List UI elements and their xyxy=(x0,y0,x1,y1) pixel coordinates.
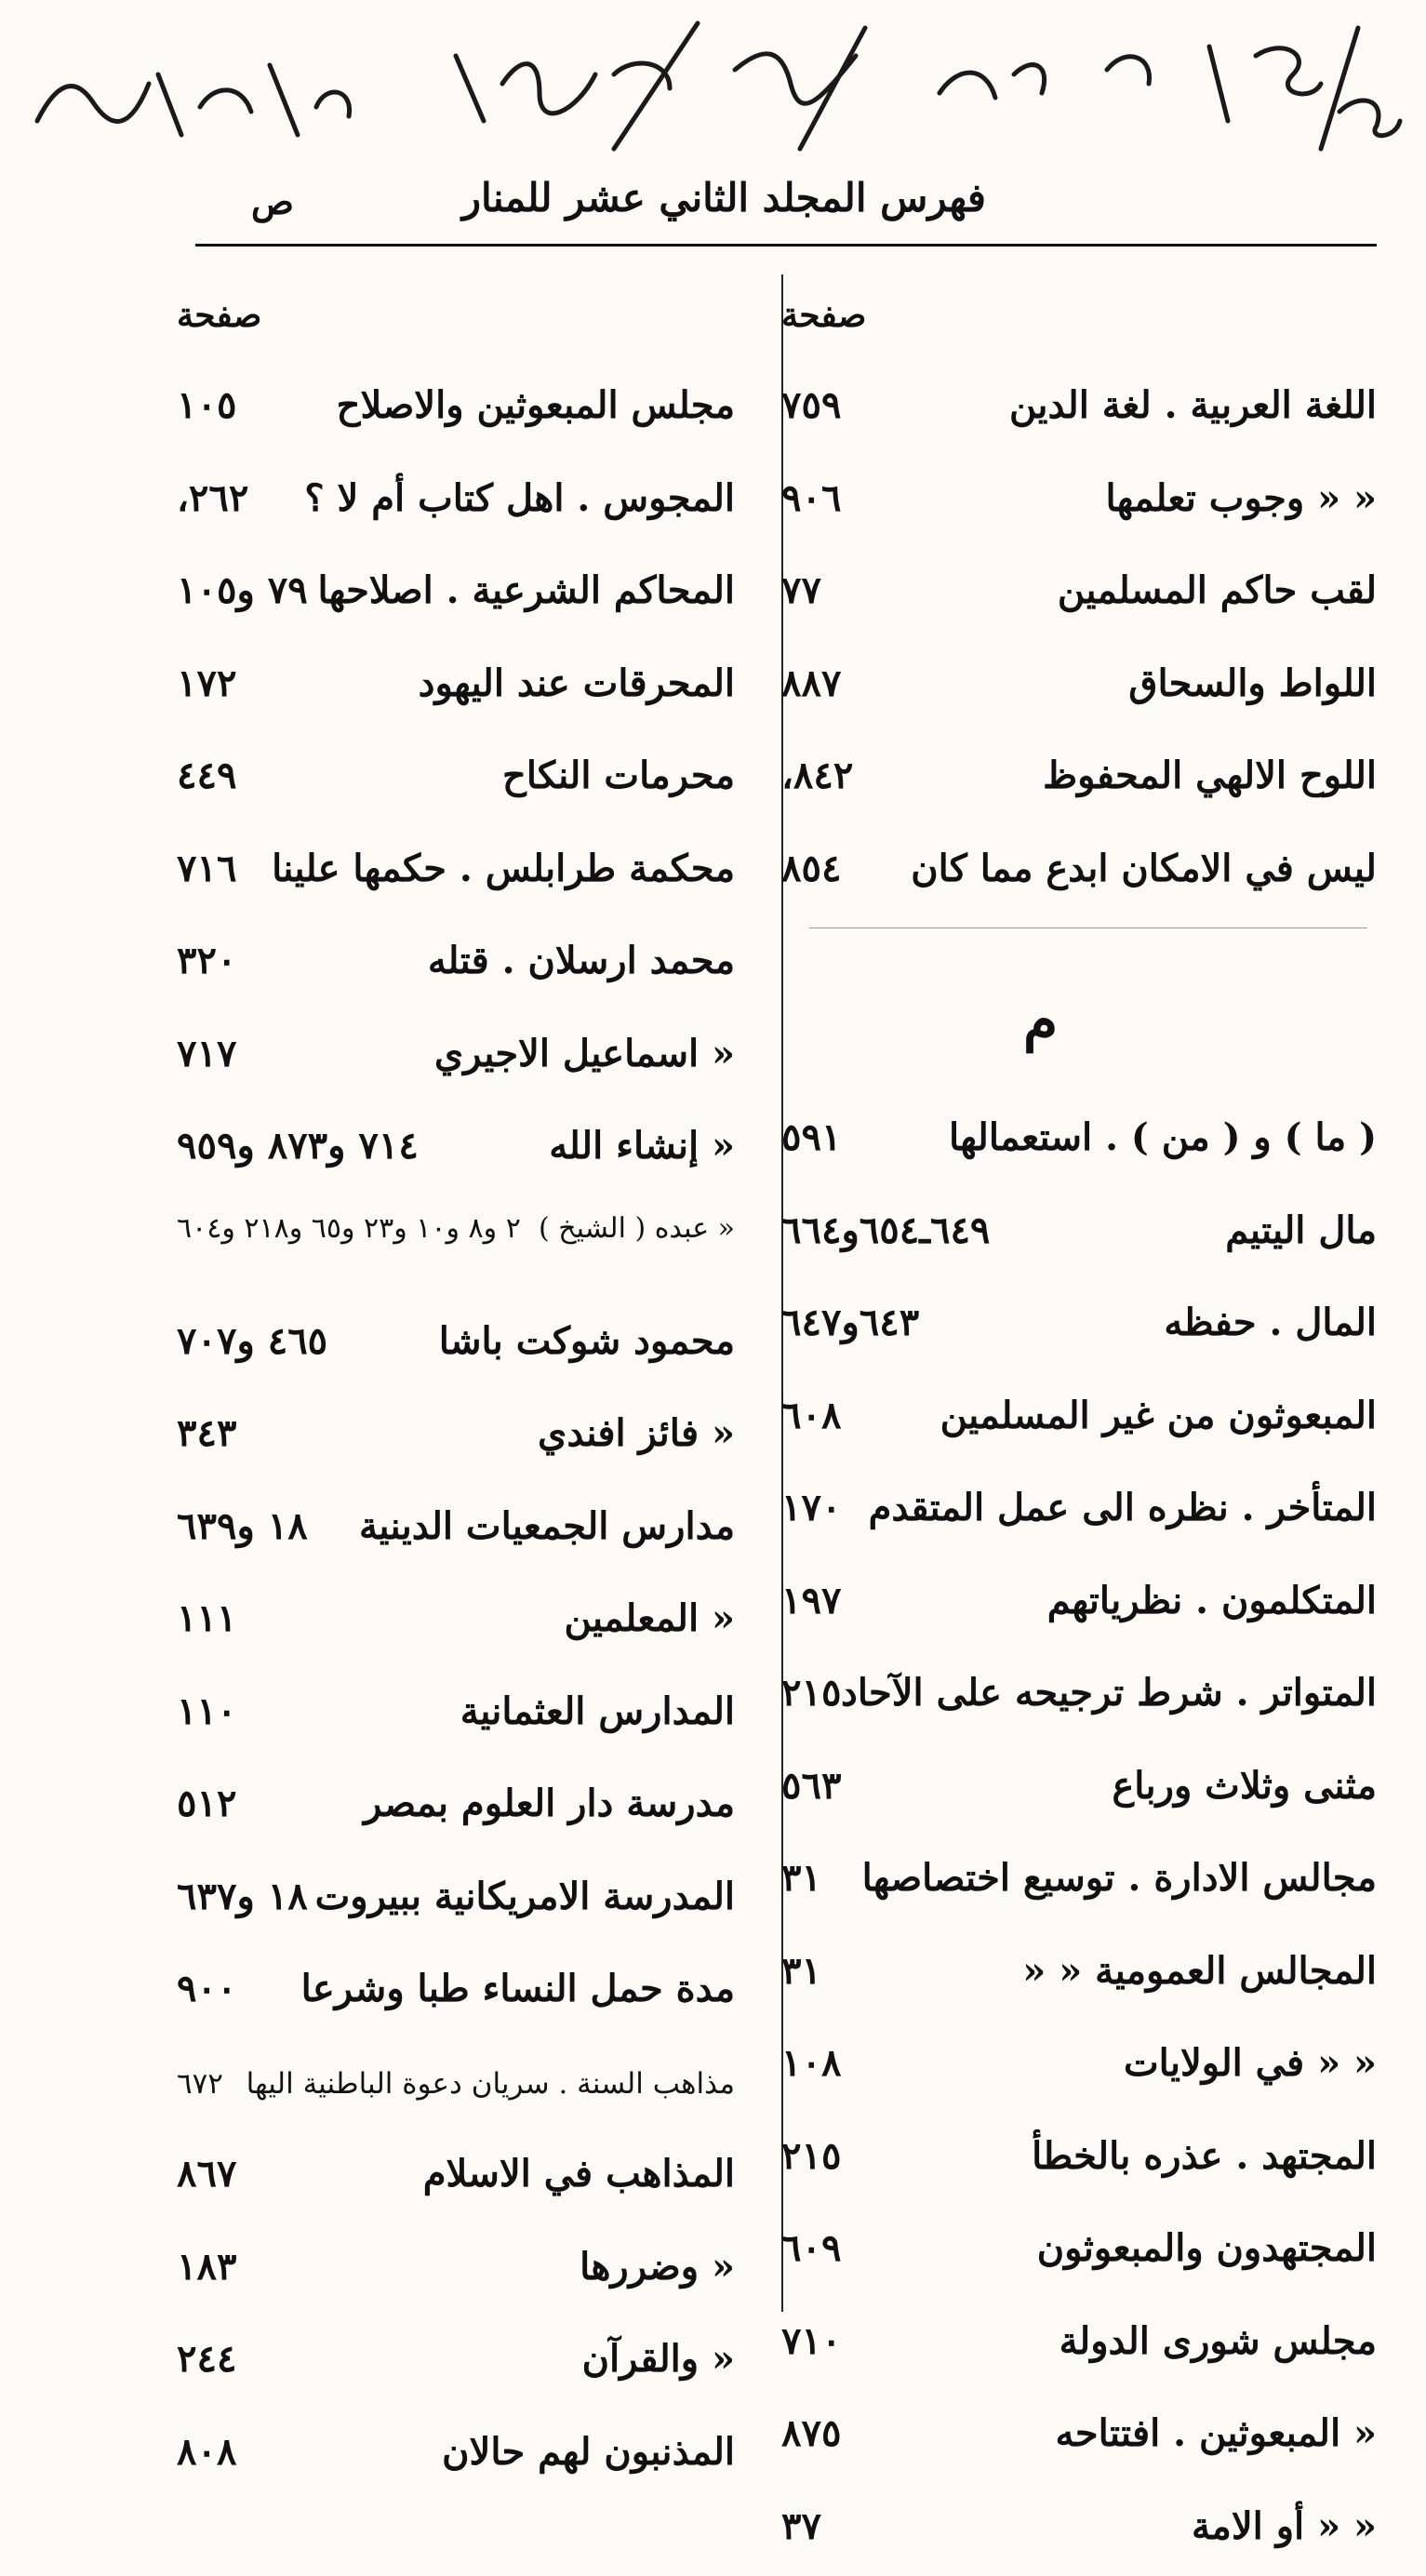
index-entry xyxy=(781,2484,1377,2576)
index-entry xyxy=(177,2131,735,2224)
index-entry xyxy=(177,1669,735,1762)
entry-topic: « عبده ( الشيخ ) xyxy=(539,1208,735,1250)
entry-topic: مجلس المبعوثين والاصلاح xyxy=(337,383,735,427)
entry-topic: المذاهب في الاسلام xyxy=(423,2152,735,2196)
index-entry xyxy=(781,548,1377,641)
section-letter-heading xyxy=(781,937,1377,1095)
page-letter: ص xyxy=(251,180,294,222)
entry-topic: مال اليتيم xyxy=(1225,1208,1377,1252)
entry-topic: المجتهدون والمبعوثون xyxy=(1037,2226,1377,2270)
entry-topic: المدرسة الامريكانية ببيروت xyxy=(315,1875,735,1918)
index-entry xyxy=(781,733,1377,826)
entry-topic: المتواتر . شرط ترجيحه على الآحاد xyxy=(841,1671,1377,1715)
index-entry xyxy=(177,1299,735,1392)
index-entry xyxy=(177,1576,735,1669)
entry-topic: « المعلمين xyxy=(564,1596,735,1640)
right-column xyxy=(781,279,1377,2576)
entry-topic: المحاكم الشرعية . اصلاحها xyxy=(317,568,735,612)
entry-topic: اللغة العربية . لغة الدين xyxy=(1009,383,1377,427)
section-letter: م xyxy=(1023,988,1058,1053)
entry-topic: المال . حفظه xyxy=(1164,1301,1377,1344)
entry-topic: « فائز افندي xyxy=(538,1411,735,1455)
entry-topic: المدارس العثمانية xyxy=(460,1689,735,1733)
index-entry xyxy=(177,2316,735,2409)
entry-topic: « والقرآن xyxy=(582,2337,735,2381)
entry-page-numbers: ٦٠٩ xyxy=(781,2226,841,2270)
entry-page-numbers: ٨٠٨ xyxy=(177,2430,236,2474)
entry-page-numbers: ٦٧٢ xyxy=(177,2067,223,2101)
index-entry xyxy=(177,1196,735,1299)
entry-topic: مذاهب السنة . سريان دعوة الباطنية اليها xyxy=(247,2067,735,2101)
left-column-header xyxy=(177,279,735,363)
entry-page-numbers: ٦٤٣و٦٤٧ xyxy=(781,1301,919,1344)
index-entry xyxy=(177,1484,735,1577)
entry-page-numbers: ٢١٥ xyxy=(781,1671,841,1715)
entry-page-numbers: ٨٤٢، xyxy=(781,754,853,797)
index-entry xyxy=(781,1465,1377,1558)
index-entry xyxy=(781,1743,1377,1836)
entry-page-numbers: ١٨٣ xyxy=(177,2245,236,2289)
index-columns xyxy=(167,279,1377,2354)
index-entry xyxy=(177,1946,735,2039)
entry-page-numbers: ٢١٥ xyxy=(781,2134,841,2178)
left-column xyxy=(177,279,735,2502)
entry-topic: المبعوثون من غير المسلمين xyxy=(940,1394,1377,1437)
entry-topic: « اسماعيل الاجيري xyxy=(434,1032,735,1075)
entry-page-numbers: ٨٧٥ xyxy=(781,2411,841,2455)
entry-page-numbers: ١٩٧ xyxy=(781,1579,841,1622)
index-entry xyxy=(781,1929,1377,2022)
entry-page-numbers: ١٠٨ xyxy=(781,2041,841,2085)
index-entry xyxy=(781,2391,1377,2484)
entry-page-numbers: ٤٤٩ xyxy=(177,754,236,797)
entry-page-numbers: ٢٦٢، xyxy=(177,476,248,520)
entry-topic: محمود شوكت باشا xyxy=(439,1319,735,1363)
entry-topic: اللوح الالهي المحفوظ xyxy=(1043,754,1377,797)
entry-page-numbers: ١١٠ xyxy=(177,1689,236,1733)
index-entry xyxy=(781,2021,1377,2114)
entry-page-numbers: ١٨ و٦٣٧ xyxy=(177,1875,308,1918)
right-column-entries-top xyxy=(781,363,1377,918)
entry-topic: محمد ارسلان . قتله xyxy=(428,939,735,982)
entry-topic: مجلس شورى الدولة xyxy=(1060,2319,1377,2363)
entry-page-numbers: ٦٤٩ـ٦٥٤و٦٦٤ xyxy=(781,1208,990,1252)
entry-topic: مجالس الادارة . توسيع اختصاصها xyxy=(862,1856,1377,1900)
entry-topic: ( ما ) و ( من ) . استعمالها xyxy=(949,1115,1377,1159)
entry-page-numbers: ١٧٠ xyxy=(781,1486,841,1529)
entry-page-numbers: ٥٩١ xyxy=(781,1115,841,1159)
entry-topic: المجالس العمومية « « xyxy=(1022,1949,1377,1993)
entry-topic: المجتهد . عذره بالخطأ xyxy=(1032,2134,1377,2178)
entry-topic: المتكلمون . نظرياتهم xyxy=(1047,1579,1377,1622)
entry-topic: « المبعوثين . افتتاحه xyxy=(1055,2411,1377,2455)
entry-topic: محكمة طرابلس . حكمها علينا xyxy=(272,847,735,890)
index-entry xyxy=(781,363,1377,456)
entry-page-numbers: ٢ و٨ و١٠ و٢٣ و٦٥ و٢١٨ و٦٠٤ xyxy=(177,1208,521,1250)
header-rule xyxy=(195,244,1377,247)
entry-page-numbers: ١٠٥ xyxy=(177,383,236,427)
page-header xyxy=(195,167,1377,242)
entry-topic: المحرقات عند اليهود xyxy=(419,661,735,705)
page-column-label: صفحة xyxy=(781,296,866,335)
index-entry xyxy=(781,826,1377,919)
left-column-entries xyxy=(177,363,735,2502)
entry-page-numbers: ١٨ و٦٣٩ xyxy=(177,1504,308,1548)
index-entry xyxy=(177,1761,735,1854)
entry-topic: « « أو الامة xyxy=(1192,2504,1377,2548)
index-entry xyxy=(781,456,1377,549)
index-entry xyxy=(177,2039,735,2132)
index-entry xyxy=(781,2299,1377,2392)
entry-page-numbers: ١١١ xyxy=(177,1596,236,1640)
entry-topic: المتأخر . نظره الى عمل المتقدم xyxy=(869,1486,1377,1529)
page-title: فهرس المجلد الثاني عشر للمنار xyxy=(462,175,986,220)
entry-page-numbers: ٥٦٣ xyxy=(781,1764,841,1808)
index-entry xyxy=(177,2409,735,2503)
entry-page-numbers: ٧٧ xyxy=(781,568,821,612)
entry-page-numbers: ٣٧ xyxy=(781,2504,821,2548)
entry-page-numbers: ٨٦٧ xyxy=(177,2152,236,2196)
index-entry xyxy=(177,363,735,456)
index-entry xyxy=(177,733,735,826)
index-entry xyxy=(781,641,1377,734)
entry-topic: مثنى وثلاث ورباع xyxy=(1112,1764,1377,1808)
entry-topic: « إنشاء الله xyxy=(549,1124,735,1168)
index-entry xyxy=(781,1558,1377,1651)
index-entry xyxy=(177,1391,735,1484)
entry-topic: اللواط والسحاق xyxy=(1128,661,1377,705)
entry-page-numbers: ٣١ xyxy=(781,1949,821,1993)
entry-page-numbers: ٨٨٧ xyxy=(781,661,841,705)
entry-topic: مدة حمل النساء طبا وشرعا xyxy=(301,1967,735,2010)
entry-page-numbers: ٢٤٤ xyxy=(177,2337,236,2381)
section-divider xyxy=(781,918,1377,937)
index-entry xyxy=(177,1011,735,1104)
entry-page-numbers: ٧٩ و١٠٥ xyxy=(177,568,308,612)
entry-page-numbers: ٧١٦ xyxy=(177,847,236,890)
index-entry xyxy=(177,2224,735,2317)
entry-topic: « « وجوب تعلمها xyxy=(1105,476,1377,520)
index-entry xyxy=(177,456,735,549)
entry-topic: « وضررها xyxy=(580,2245,735,2289)
entry-topic: المجوس . اهل كتاب أم لا ؟ xyxy=(304,476,735,520)
entry-page-numbers: ٤٦٥ و٧٠٧ xyxy=(177,1319,327,1363)
entry-page-numbers: ٥١٢ xyxy=(177,1782,236,1825)
entry-topic: مدارس الجمعيات الدينية xyxy=(359,1504,735,1548)
index-entry xyxy=(177,1854,735,1947)
entry-page-numbers: ٧١٤ و٨٧٣ و٩٥٩ xyxy=(177,1124,419,1168)
page-column-label: صفحة xyxy=(177,296,261,335)
index-entry xyxy=(177,918,735,1011)
entry-topic: ليس في الامكان ابدع مما كان xyxy=(911,847,1377,890)
handwritten-annotation-scribble xyxy=(19,19,1405,158)
entry-topic: « « في الولايات xyxy=(1124,2041,1377,2085)
index-entry xyxy=(781,1373,1377,1466)
index-entry xyxy=(781,1280,1377,1373)
entry-page-numbers: ٧٥٩ xyxy=(781,383,841,427)
entry-topic: مدرسة دار العلوم بمصر xyxy=(364,1782,735,1825)
entry-page-numbers: ٩٠٠ xyxy=(177,1967,236,2010)
index-entry xyxy=(177,1103,735,1196)
index-entry xyxy=(781,1835,1377,1929)
entry-topic: المذنبون لهم حالان xyxy=(442,2430,735,2474)
entry-topic: محرمات النكاح xyxy=(502,754,735,797)
entry-page-numbers: ٣١ xyxy=(781,1856,821,1900)
entry-page-numbers: ٧١٠ xyxy=(781,2319,841,2363)
entry-page-numbers: ٦٠٨ xyxy=(781,1394,841,1437)
index-entry xyxy=(177,548,735,641)
entry-page-numbers: ٣٤٣ xyxy=(177,1411,236,1455)
entry-page-numbers: ٧١٧ xyxy=(177,1032,236,1075)
entry-page-numbers: ٨٥٤ xyxy=(781,847,841,890)
index-entry xyxy=(781,2114,1377,2207)
index-entry xyxy=(781,1650,1377,1743)
index-entry xyxy=(177,826,735,919)
entry-page-numbers: ١٧٢ xyxy=(177,661,236,705)
entry-page-numbers: ٣٢٠ xyxy=(177,939,236,982)
handwritten-annotation xyxy=(19,19,1405,158)
index-entry xyxy=(781,1095,1377,1188)
right-column-header xyxy=(781,279,1377,363)
entry-page-numbers: ٩٠٦ xyxy=(781,476,841,520)
index-entry xyxy=(781,2206,1377,2299)
index-entry xyxy=(781,1188,1377,1281)
entry-topic: لقب حاكم المسلمين xyxy=(1058,568,1377,612)
right-column-entries-bottom xyxy=(781,1095,1377,2576)
index-entry xyxy=(177,641,735,734)
